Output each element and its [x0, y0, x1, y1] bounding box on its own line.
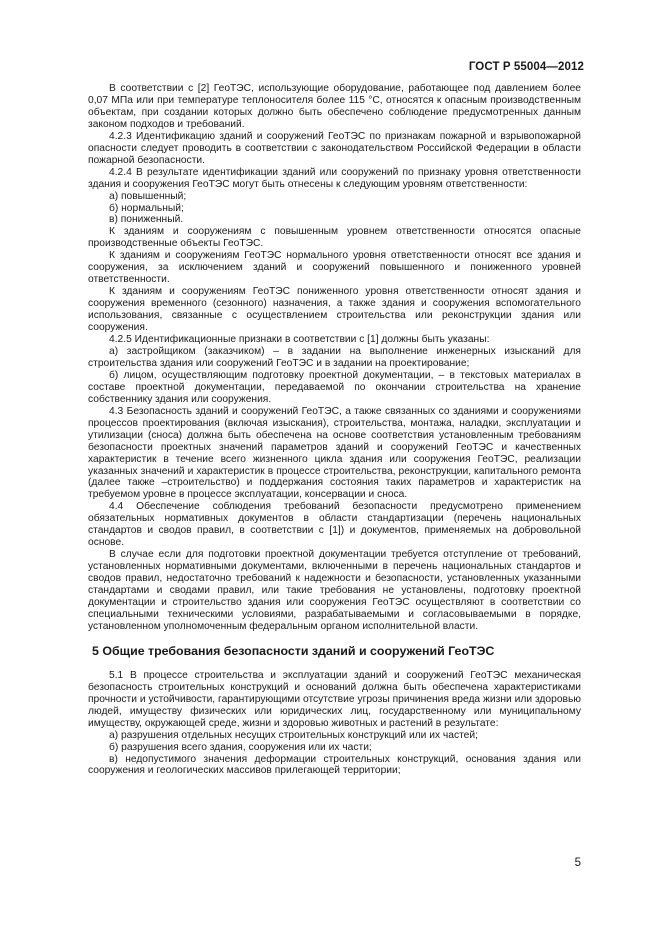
document-code: ГОСТ Р 55004—2012 — [468, 61, 584, 73]
section-5-heading: 5 Общие требования безопасности зданий и сооружений ГеоТЭС — [92, 643, 495, 658]
list-item-designer: б) лицом, осуществляющим подготовку проектной документации, – в текстовых материалах в составе проектной документации, передаваемой по окончании строительства на хранение собственнику здания или сооружения. — [88, 369, 581, 405]
paragraph-4-2-5: 4.2.5 Идентификационные признаки в соответствии с [1] должны быть указаны: — [109, 334, 490, 346]
paragraph-4-3: 4.3 Безопасность зданий и сооружений ГеоТЭС, а также связанных со зданиями и сооружениями процессов проектирования (включая изыскания), строительства, монтажа, наладки, эксплуатации и утилизации (сноса) должна быть обеспечена на основе соответствия установленным требованиям безопасности проектных значений параметров зданий и сооружений ГеоТЭС и качественных характеристик в течение всего жизненного цикла здания или сооружения ГеоТЭС, реализации указанных значений и характеристик в процессе строительства, реконструкции, капитального ремонта (далее также –строительство) и поддержания состояния таких параметров и характеристик на требуемом уровне в процессе эксплуатации, консервации и сноса. — [88, 405, 581, 501]
list-item-c: в) недопустимого значения деформации строительных конструкций, основания здания или сооружения и геологических массивов прилегающей территории; — [88, 753, 581, 777]
paragraph-law-reference: В соответствии с [2] ГеоТЭС, использующие оборудование, работающее под давлением более 0,07 МПа или при температуре теплоносителя более 115 °С, относятся к опасным производственным объектам, при создании которых должно быть обеспечено соблюдение предусмотренных данным законом подходов и требований. — [88, 83, 581, 130]
level-item-high: а) повышенный; — [109, 190, 187, 202]
level-item-low: в) пониженный. — [109, 214, 184, 226]
paragraph-4-2-4: 4.2.4 В результате идентификации зданий или сооружений по признаку уровня ответственности здания и сооружения ГеоТЭС могут быть отнесены к следующим уровням ответственности: — [88, 166, 581, 190]
paragraph-low-level: К зданиям и сооружениям ГеоТЭС пониженного уровня ответственности относят здания и сооружения временного (сезонного) назначения, а также здания и сооружения вспомогательного использования, связанные с осуществлением строительства или реконструкции здания или сооружения. — [88, 286, 581, 334]
paragraph-4-4: 4.4 Обеспечение соблюдения требований безопасности предусмотрено применением обязательных нормативных документов в области стандартизации (перечень национальных стандартов и сводов правил, в соответствии с [1]) и документов, применяемых на добровольной основе. — [88, 501, 581, 549]
paragraph-normal-level: К зданиям и сооружениям ГеоТЭС нормального уровня ответственности относят все здания и сооружения, за исключением зданий и сооружений повышенного и пониженного уровней ответственности. — [88, 250, 581, 286]
list-item-a: а) разрушения отдельных несущих строительных конструкций или их частей; — [109, 729, 478, 741]
paragraph-4-2-3: 4.2.3 Идентификацию зданий и сооружений ГеоТЭС по признакам пожарной и взрывопожарной опасности следует проводить в соответствии с законодательством Российской Федерации в области пожарной безопасности. — [88, 130, 581, 166]
list-item-developer: а) застройщиком (заказчиком) – в задании на выполнение инженерных изысканий для строительства здания или сооружений ГеоТЭС и в задании на проектирование; — [88, 345, 581, 369]
list-item-b: б) разрушения всего здания, сооружения или их части; — [109, 741, 372, 753]
level-item-normal: б) нормальный; — [109, 202, 184, 214]
page-number: 5 — [574, 857, 581, 869]
paragraph-high-level: К зданиям и сооружениям с повышенным уровнем ответственности относятся опасные производственные объекты ГеоТЭС. — [88, 226, 581, 250]
document-body — [88, 83, 581, 777]
paragraph-5-1: 5.1 В процессе строительства и эксплуатации зданий и сооружений ГеоТЭС механическая безопасность строительных конструкций и оснований должна быть обеспечена характеристиками прочности и устойчивости, гарантирующими отсутствие угрозы причинения вреда жизни или здоровью людей, имуществу физических или юридических лиц, государственному или муниципальному имуществу, окружающей среде, жизни и здоровью животных и растений в результате: — [88, 669, 581, 729]
paragraph-deviation: В случае если для подготовки проектной документации требуется отступление от требований, установленных нормативными документами, включенными в перечень национальных стандартов и сводов правил, недостаточно требований к надежности и безопасности, установленных указанными стандартами и сводами правил, или такие требования не установлены, подготовку проектной документации и строительство здания или сооружения ГеоТЭС осуществляют в соответствии со специальными техническими условиями, разрабатываемыми и согласовываемыми в порядке, установленном уполномоченным федеральным органом исполнительной власти. — [88, 549, 581, 632]
